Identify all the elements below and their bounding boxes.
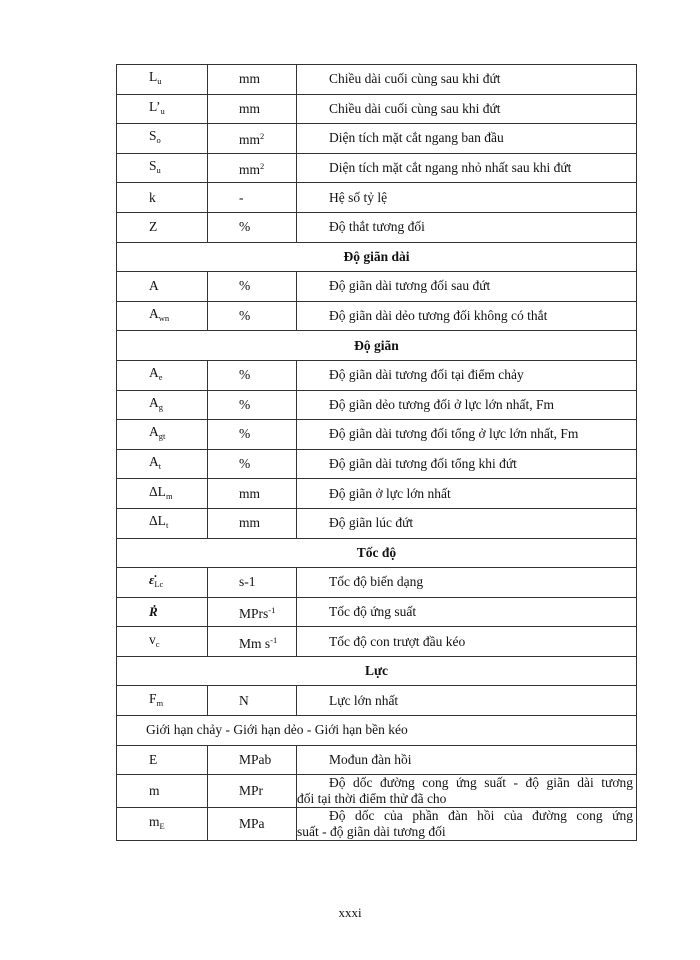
unit: - [239,189,244,205]
table-row [117,686,637,716]
symbol-subscript: m [156,697,164,708]
unit-superscript: 2 [260,161,265,172]
unit: MPr [239,783,264,799]
unit: MPrs [239,605,269,621]
symbol-subscript: gt [158,431,166,442]
section-header-row [117,242,637,272]
description-cell [297,808,637,841]
unit: mm [239,71,261,87]
symbol: m [149,814,160,830]
description-line-1: Độ dốc đường cong ứng suất - độ giãn dài tương [329,775,633,791]
symbol-subscript: u [156,165,161,176]
description-cell [297,775,637,808]
unit-cell [208,627,297,657]
unit-superscript: -1 [270,634,278,645]
description-line-2: suất - độ giãn dài tương đối [297,824,446,840]
symbol-subscript: m [165,490,173,501]
symbol-cell [117,272,208,302]
symbol: k [149,189,156,205]
symbol: F [149,690,157,706]
symbol: ΔL [149,483,166,499]
symbol-cell [117,597,208,627]
symbol-subscript: t [158,461,162,472]
symbols-table [116,64,637,841]
table-row [117,124,637,154]
unit: mm [239,132,261,148]
table-row [117,65,637,95]
unit: MPab [239,751,272,767]
table-row [117,360,637,390]
symbol-cell [117,508,208,538]
description-cell: Độ giãn dài tương đối sau đứt [297,272,637,302]
symbol-subscript: g [158,401,163,412]
table-row [117,153,637,183]
symbol-subscript: e [158,372,163,383]
symbol: Z [149,219,158,235]
symbol-cell [117,808,208,841]
symbol-cell [117,568,208,598]
unit-cell [208,65,297,95]
unit-cell [208,212,297,242]
table-row [117,568,637,598]
symbol-cell [117,420,208,450]
description-cell: Độ giãn dài tương đối tại điểm chảy [297,360,637,390]
symbol: A [149,394,159,410]
unit-cell [208,94,297,124]
unit-cell [208,272,297,302]
symbol-cell [117,124,208,154]
symbol-subscript: o [156,135,161,146]
description-cell: Chiều dài cuối cùng sau khi đứt [297,65,637,95]
unit-cell [208,420,297,450]
unit-cell [208,479,297,509]
symbol-cell [117,745,208,775]
symbol-cell [117,94,208,124]
section-header-row [117,656,637,686]
unit: mm [239,515,261,531]
symbol-cell [117,775,208,808]
unit: mm [239,485,261,501]
symbol-subscript: t [165,520,169,531]
symbol: Ṙ [149,603,158,619]
symbol: ΔL [149,513,166,529]
symbol: A [149,365,159,381]
table-row [117,479,637,509]
description-cell: Độ giãn ở lực lớn nhất [297,479,637,509]
symbol-cell [117,183,208,213]
section-header: Độ giãn dài [117,242,637,272]
description-cell: Độ giãn dài dẻo tương đối không có thắt [297,301,637,331]
symbol-cell [117,479,208,509]
unit-cell [208,597,297,627]
description-cell: Tốc độ ứng suất [297,597,637,627]
symbol: A [149,306,159,322]
symbol-cell [117,686,208,716]
symbol: ε̇ [149,572,155,588]
symbol: v [149,631,156,647]
description-cell: Tốc độ con trượt đầu kéo [297,627,637,657]
unit-cell [208,124,297,154]
symbol: S [149,158,157,174]
table-row [117,301,637,331]
symbol-cell [117,627,208,657]
table-row [117,627,637,657]
unit: % [239,219,251,235]
symbol: L’ [149,98,161,114]
unit-superscript: 2 [260,131,265,142]
table-row [117,420,637,450]
symbol-subscript: u [160,105,165,116]
symbol: S [149,128,157,144]
description-cell: Diện tích mặt cắt ngang nhỏ nhất sau khi đứt [297,153,637,183]
symbol-cell [117,360,208,390]
symbol-subscript: wn [158,313,170,324]
table-row [117,775,637,808]
table-row [117,597,637,627]
symbol-cell [117,301,208,331]
section-label-row [117,716,637,746]
description-cell: Tốc độ biến dạng [297,568,637,598]
symbol-subscript: Lc [154,579,164,590]
symbol: E [149,751,158,767]
unit: N [239,692,249,708]
table-row [117,94,637,124]
symbol-cell [117,212,208,242]
symbol: A [149,454,159,470]
table-row [117,745,637,775]
section-header-row [117,538,637,568]
unit-cell [208,745,297,775]
table-row [117,390,637,420]
unit-cell [208,301,297,331]
unit-cell [208,775,297,808]
unit-cell [208,153,297,183]
unit-superscript: -1 [268,604,276,615]
unit: % [239,426,251,442]
section-label: Giới hạn chảy - Giới hạn dẻo - Giới hạn bền kéo [117,716,637,746]
description-cell: Mođun đàn hồi [297,745,637,775]
symbol-subscript: c [155,638,160,649]
unit: mm [239,100,261,116]
description-cell: Độ giãn lúc đứt [297,508,637,538]
unit-cell [208,390,297,420]
description-cell: Độ giãn dài tương đối tổng khi đứt [297,449,637,479]
unit: Mm s [239,635,271,651]
description-line-1: Độ dốc của phần đàn hồi của đường cong ứng [329,808,633,824]
section-header: Lực [117,656,637,686]
unit-cell [208,568,297,598]
table-row [117,508,637,538]
description-cell: Hệ số tỷ lệ [297,183,637,213]
symbol-cell [117,449,208,479]
unit: % [239,278,251,294]
symbol-cell [117,153,208,183]
description-cell: Diện tích mặt cắt ngang ban đầu [297,124,637,154]
table-row [117,183,637,213]
page-number: xxxi [338,905,362,920]
unit-cell [208,808,297,841]
unit-cell [208,183,297,213]
section-header-row [117,331,637,361]
description-cell: Lực lớn nhất [297,686,637,716]
symbol: A [149,424,159,440]
description-line-2: đối tại thời điểm thử đã cho [297,791,447,807]
unit: MPa [239,816,265,832]
unit-cell [208,360,297,390]
section-header: Tốc độ [117,538,637,568]
unit-cell [208,449,297,479]
description-cell: Độ giãn dẻo tương đối ở lực lớn nhất, Fm [297,390,637,420]
section-header: Độ giãn [117,331,637,361]
table-row [117,272,637,302]
table-row [117,449,637,479]
symbol-subscript: u [157,76,162,87]
table-row [117,212,637,242]
unit: s-1 [239,574,256,590]
symbol: A [149,278,159,294]
symbol: L [149,69,158,85]
table-row [117,808,637,841]
description-cell: Độ giãn dài tương đối tổng ở lực lớn nhất, Fm [297,420,637,450]
description-cell: Chiều dài cuối cùng sau khi đứt [297,94,637,124]
symbols-table-body [117,65,637,841]
unit: % [239,308,251,324]
unit: % [239,456,251,472]
symbol: m [149,783,160,799]
description-cell: Độ thắt tương đối [297,212,637,242]
unit-cell [208,508,297,538]
symbol-subscript: E [159,821,165,832]
unit: % [239,367,251,383]
unit: mm [239,162,261,178]
unit: % [239,396,251,412]
unit-cell [208,686,297,716]
symbol-cell [117,65,208,95]
symbol-cell [117,390,208,420]
